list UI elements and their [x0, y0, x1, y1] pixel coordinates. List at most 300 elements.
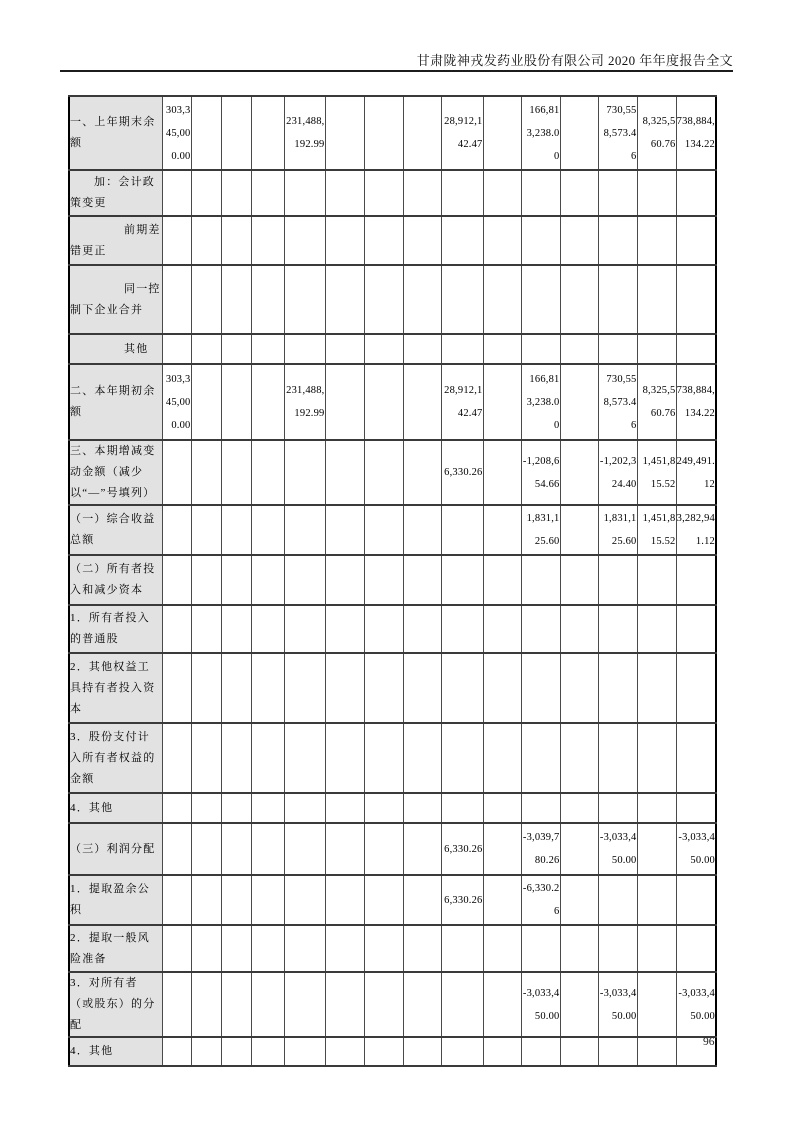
- value-cell: [676, 170, 716, 216]
- value-cell: [284, 440, 325, 505]
- value-cell: [364, 96, 403, 170]
- value-cell: -3,039,780.26: [521, 823, 560, 875]
- value-cell: [560, 364, 598, 440]
- value-cell: [364, 334, 403, 364]
- value-cell: [403, 505, 441, 555]
- row-label: 1．所有者投入的普通股: [69, 605, 162, 653]
- value-cell: [403, 925, 441, 972]
- value-cell: [364, 170, 403, 216]
- value-cell: 730,558,573.46: [598, 364, 637, 440]
- value-cell: [521, 216, 560, 265]
- value-cell: 730,558,573.46: [598, 96, 637, 170]
- value-cell: [251, 440, 284, 505]
- value-cell: [560, 170, 598, 216]
- value-cell: [162, 334, 191, 364]
- row-label: 3．对所有者（或股东）的分配: [69, 972, 162, 1037]
- value-cell: [325, 823, 364, 875]
- value-cell: [441, 653, 483, 723]
- value-cell: [162, 823, 191, 875]
- table-row: [69, 555, 716, 605]
- value-cell: [637, 265, 676, 334]
- value-cell: [598, 170, 637, 216]
- value-cell: [221, 334, 251, 364]
- row-label: 4．其他: [69, 1037, 162, 1066]
- value-cell: [325, 925, 364, 972]
- value-cell: [325, 265, 364, 334]
- value-cell: [162, 723, 191, 793]
- value-cell: [251, 96, 284, 170]
- value-cell: [676, 925, 716, 972]
- value-cell: [191, 96, 221, 170]
- value-cell: [441, 505, 483, 555]
- value-cell: [191, 505, 221, 555]
- value-cell: [560, 265, 598, 334]
- value-cell: [403, 793, 441, 823]
- value-cell: [364, 972, 403, 1037]
- value-cell: [483, 605, 521, 653]
- value-cell: [521, 793, 560, 823]
- value-cell: [364, 1037, 403, 1066]
- value-cell: 1,451,815.52: [637, 440, 676, 505]
- value-cell: [441, 555, 483, 605]
- value-cell: [403, 96, 441, 170]
- value-cell: [191, 875, 221, 925]
- equity-table-body: [69, 96, 716, 1066]
- value-cell: [364, 265, 403, 334]
- value-cell: [364, 793, 403, 823]
- value-cell: [191, 265, 221, 334]
- value-cell: [560, 793, 598, 823]
- table-row: [69, 823, 716, 875]
- value-cell: [403, 823, 441, 875]
- value-cell: [325, 440, 364, 505]
- value-cell: [284, 605, 325, 653]
- value-cell: [598, 265, 637, 334]
- value-cell: [364, 925, 403, 972]
- value-cell: [325, 170, 364, 216]
- value-cell: [483, 364, 521, 440]
- value-cell: [325, 605, 364, 653]
- value-cell: [325, 875, 364, 925]
- value-cell: [676, 793, 716, 823]
- value-cell: [676, 216, 716, 265]
- value-cell: [325, 216, 364, 265]
- value-cell: [284, 265, 325, 334]
- table-row: [69, 875, 716, 925]
- value-cell: [221, 972, 251, 1037]
- value-cell: [560, 875, 598, 925]
- value-cell: [483, 723, 521, 793]
- value-cell: [441, 605, 483, 653]
- value-cell: [364, 605, 403, 653]
- value-cell: [676, 875, 716, 925]
- value-cell: 166,813,238.00: [521, 364, 560, 440]
- value-cell: [483, 505, 521, 555]
- value-cell: [441, 334, 483, 364]
- value-cell: [441, 972, 483, 1037]
- value-cell: 166,813,238.00: [521, 96, 560, 170]
- value-cell: [251, 364, 284, 440]
- value-cell: [403, 972, 441, 1037]
- value-cell: [325, 653, 364, 723]
- row-label: （二）所有者投入和减少资本: [69, 555, 162, 605]
- value-cell: [403, 364, 441, 440]
- value-cell: -3,033,450.00: [521, 972, 560, 1037]
- value-cell: [251, 334, 284, 364]
- value-cell: [325, 334, 364, 364]
- value-cell: [221, 265, 251, 334]
- value-cell: [598, 555, 637, 605]
- value-cell: [637, 793, 676, 823]
- table-row: [69, 505, 716, 555]
- value-cell: [251, 925, 284, 972]
- value-cell: [637, 334, 676, 364]
- value-cell: [560, 334, 598, 364]
- value-cell: [483, 265, 521, 334]
- value-cell: [251, 793, 284, 823]
- value-cell: [637, 653, 676, 723]
- value-cell: 28,912,142.47: [441, 364, 483, 440]
- value-cell: [162, 793, 191, 823]
- value-cell: [221, 1037, 251, 1066]
- value-cell: [676, 653, 716, 723]
- value-cell: [403, 653, 441, 723]
- value-cell: 231,488,192.99: [284, 364, 325, 440]
- value-cell: [483, 96, 521, 170]
- value-cell: [162, 1037, 191, 1066]
- value-cell: 6,330.26: [441, 440, 483, 505]
- value-cell: [221, 170, 251, 216]
- value-cell: [403, 875, 441, 925]
- value-cell: [637, 555, 676, 605]
- value-cell: [637, 875, 676, 925]
- value-cell: [251, 265, 284, 334]
- value-cell: [284, 972, 325, 1037]
- value-cell: -6,330.26: [521, 875, 560, 925]
- value-cell: [560, 216, 598, 265]
- value-cell: [284, 793, 325, 823]
- value-cell: [284, 875, 325, 925]
- table-row: [69, 334, 716, 364]
- value-cell: -3,033,450.00: [598, 823, 637, 875]
- value-cell: 1,451,815.52: [637, 505, 676, 555]
- value-cell: -3,033,450.00: [676, 823, 716, 875]
- value-cell: [403, 605, 441, 653]
- table-row: [69, 440, 716, 505]
- value-cell: [598, 875, 637, 925]
- value-cell: [284, 653, 325, 723]
- value-cell: [403, 1037, 441, 1066]
- value-cell: [676, 334, 716, 364]
- value-cell: [598, 653, 637, 723]
- value-cell: [521, 1037, 560, 1066]
- value-cell: [162, 555, 191, 605]
- value-cell: [325, 364, 364, 440]
- value-cell: [483, 216, 521, 265]
- row-label: 加：会计政策变更: [69, 170, 162, 216]
- value-cell: [560, 723, 598, 793]
- value-cell: [560, 605, 598, 653]
- value-cell: [483, 793, 521, 823]
- value-cell: 303,345,000.00: [162, 96, 191, 170]
- value-cell: [364, 875, 403, 925]
- value-cell: [162, 216, 191, 265]
- value-cell: [251, 170, 284, 216]
- value-cell: [637, 925, 676, 972]
- value-cell: [251, 555, 284, 605]
- value-cell: [441, 793, 483, 823]
- value-cell: [521, 555, 560, 605]
- value-cell: [560, 972, 598, 1037]
- value-cell: [598, 925, 637, 972]
- value-cell: [598, 605, 637, 653]
- value-cell: [221, 505, 251, 555]
- value-cell: [251, 1037, 284, 1066]
- value-cell: [598, 793, 637, 823]
- value-cell: -3,033,450.00: [598, 972, 637, 1037]
- value-cell: 738,884,134.22: [676, 364, 716, 440]
- value-cell: [251, 723, 284, 793]
- value-cell: [560, 96, 598, 170]
- value-cell: [598, 1037, 637, 1066]
- value-cell: [637, 723, 676, 793]
- value-cell: [191, 216, 221, 265]
- table-row: [69, 972, 716, 1037]
- value-cell: [284, 823, 325, 875]
- value-cell: [441, 216, 483, 265]
- value-cell: 28,912,142.47: [441, 96, 483, 170]
- value-cell: [251, 653, 284, 723]
- value-cell: [162, 605, 191, 653]
- value-cell: [676, 555, 716, 605]
- row-label: （一）综合收益总额: [69, 505, 162, 555]
- value-cell: [162, 265, 191, 334]
- value-cell: [521, 653, 560, 723]
- value-cell: [560, 505, 598, 555]
- value-cell: [637, 1037, 676, 1066]
- value-cell: [483, 334, 521, 364]
- value-cell: 1,831,125.60: [521, 505, 560, 555]
- value-cell: [676, 265, 716, 334]
- value-cell: [191, 555, 221, 605]
- value-cell: [284, 505, 325, 555]
- value-cell: -1,208,654.66: [521, 440, 560, 505]
- row-label: 其他: [69, 334, 162, 364]
- value-cell: [284, 1037, 325, 1066]
- value-cell: [162, 505, 191, 555]
- value-cell: [221, 723, 251, 793]
- value-cell: [560, 440, 598, 505]
- value-cell: [221, 96, 251, 170]
- value-cell: [251, 972, 284, 1037]
- value-cell: [521, 605, 560, 653]
- table-row: [69, 605, 716, 653]
- value-cell: [483, 875, 521, 925]
- value-cell: [325, 96, 364, 170]
- header-rule: [60, 70, 733, 72]
- value-cell: [521, 265, 560, 334]
- row-label: 一、上年期末余额: [69, 96, 162, 170]
- page-number: 96: [703, 1036, 715, 1048]
- value-cell: 231,488,192.99: [284, 96, 325, 170]
- table-row: [69, 793, 716, 823]
- value-cell: [284, 555, 325, 605]
- value-cell: 8,325,560.76: [637, 364, 676, 440]
- value-cell: [521, 334, 560, 364]
- table-row: [69, 723, 716, 793]
- value-cell: [251, 823, 284, 875]
- value-cell: 303,345,000.00: [162, 364, 191, 440]
- row-label: 3．股份支付计入所有者权益的金额: [69, 723, 162, 793]
- value-cell: [251, 505, 284, 555]
- value-cell: [221, 925, 251, 972]
- table-row: [69, 216, 716, 265]
- value-cell: [483, 823, 521, 875]
- value-cell: [364, 216, 403, 265]
- value-cell: 8,325,560.76: [637, 96, 676, 170]
- value-cell: [162, 925, 191, 972]
- value-cell: [221, 216, 251, 265]
- row-label: 4．其他: [69, 793, 162, 823]
- value-cell: [221, 793, 251, 823]
- value-cell: [284, 925, 325, 972]
- value-cell: [325, 505, 364, 555]
- value-cell: [191, 972, 221, 1037]
- value-cell: [221, 823, 251, 875]
- table-row: [69, 265, 716, 334]
- table-row: [69, 364, 716, 440]
- value-cell: [403, 216, 441, 265]
- value-cell: [191, 170, 221, 216]
- value-cell: [441, 170, 483, 216]
- value-cell: [191, 723, 221, 793]
- value-cell: [441, 925, 483, 972]
- value-cell: [162, 653, 191, 723]
- value-cell: [403, 555, 441, 605]
- row-label: 2．其他权益工具持有者投入资本: [69, 653, 162, 723]
- value-cell: [637, 170, 676, 216]
- value-cell: [191, 334, 221, 364]
- value-cell: [162, 440, 191, 505]
- row-label: 二、本年期初余额: [69, 364, 162, 440]
- row-label: （三）利润分配: [69, 823, 162, 875]
- value-cell: [483, 170, 521, 216]
- value-cell: [598, 334, 637, 364]
- value-cell: [521, 723, 560, 793]
- value-cell: [325, 793, 364, 823]
- value-cell: [598, 216, 637, 265]
- value-cell: [403, 723, 441, 793]
- value-cell: [637, 605, 676, 653]
- value-cell: [403, 440, 441, 505]
- value-cell: [441, 723, 483, 793]
- value-cell: [560, 823, 598, 875]
- value-cell: [162, 170, 191, 216]
- value-cell: [191, 823, 221, 875]
- value-cell: [364, 505, 403, 555]
- value-cell: [191, 1037, 221, 1066]
- value-cell: [221, 555, 251, 605]
- value-cell: [483, 555, 521, 605]
- value-cell: [676, 723, 716, 793]
- value-cell: [560, 555, 598, 605]
- value-cell: [162, 875, 191, 925]
- page-header-title: 甘肃陇神戎发药业股份有限公司 2020 年年度报告全文: [416, 53, 733, 68]
- table-row: [69, 1037, 716, 1066]
- value-cell: [521, 925, 560, 972]
- value-cell: [284, 334, 325, 364]
- value-cell: 6,330.26: [441, 823, 483, 875]
- value-cell: 738,884,134.22: [676, 96, 716, 170]
- value-cell: [637, 823, 676, 875]
- row-label: 2．提取一般风险准备: [69, 925, 162, 972]
- value-cell: [403, 334, 441, 364]
- value-cell: [560, 653, 598, 723]
- table-row: [69, 96, 716, 170]
- value-cell: [191, 605, 221, 653]
- value-cell: [284, 170, 325, 216]
- equity-table: [68, 95, 717, 1067]
- value-cell: [191, 364, 221, 440]
- value-cell: [521, 170, 560, 216]
- value-cell: [441, 265, 483, 334]
- value-cell: [364, 555, 403, 605]
- value-cell: [221, 440, 251, 505]
- value-cell: [251, 875, 284, 925]
- value-cell: [364, 364, 403, 440]
- table-row: [69, 925, 716, 972]
- value-cell: [560, 1037, 598, 1066]
- row-label: 同一控制下企业合并: [69, 265, 162, 334]
- value-cell: [403, 265, 441, 334]
- value-cell: 6,330.26: [441, 875, 483, 925]
- value-cell: -3,033,450.00: [676, 972, 716, 1037]
- table-row: [69, 653, 716, 723]
- value-cell: [191, 440, 221, 505]
- value-cell: 3,282,941.12: [676, 505, 716, 555]
- value-cell: [325, 972, 364, 1037]
- value-cell: [483, 653, 521, 723]
- value-cell: [637, 972, 676, 1037]
- value-cell: [483, 440, 521, 505]
- value-cell: [325, 1037, 364, 1066]
- value-cell: [221, 875, 251, 925]
- value-cell: [403, 170, 441, 216]
- value-cell: [284, 723, 325, 793]
- value-cell: [483, 1037, 521, 1066]
- value-cell: [191, 793, 221, 823]
- value-cell: [483, 925, 521, 972]
- value-cell: [191, 925, 221, 972]
- value-cell: [364, 723, 403, 793]
- value-cell: 249,491.12: [676, 440, 716, 505]
- value-cell: [191, 653, 221, 723]
- value-cell: [221, 605, 251, 653]
- value-cell: [637, 216, 676, 265]
- value-cell: [325, 723, 364, 793]
- value-cell: [251, 605, 284, 653]
- value-cell: [560, 925, 598, 972]
- value-cell: [284, 216, 325, 265]
- row-label: 三、本期增减变动金额（减少以“—”号填列）: [69, 440, 162, 505]
- value-cell: [364, 823, 403, 875]
- table-row: [69, 170, 716, 216]
- value-cell: [364, 440, 403, 505]
- value-cell: [251, 216, 284, 265]
- value-cell: [598, 723, 637, 793]
- value-cell: [364, 653, 403, 723]
- value-cell: [221, 364, 251, 440]
